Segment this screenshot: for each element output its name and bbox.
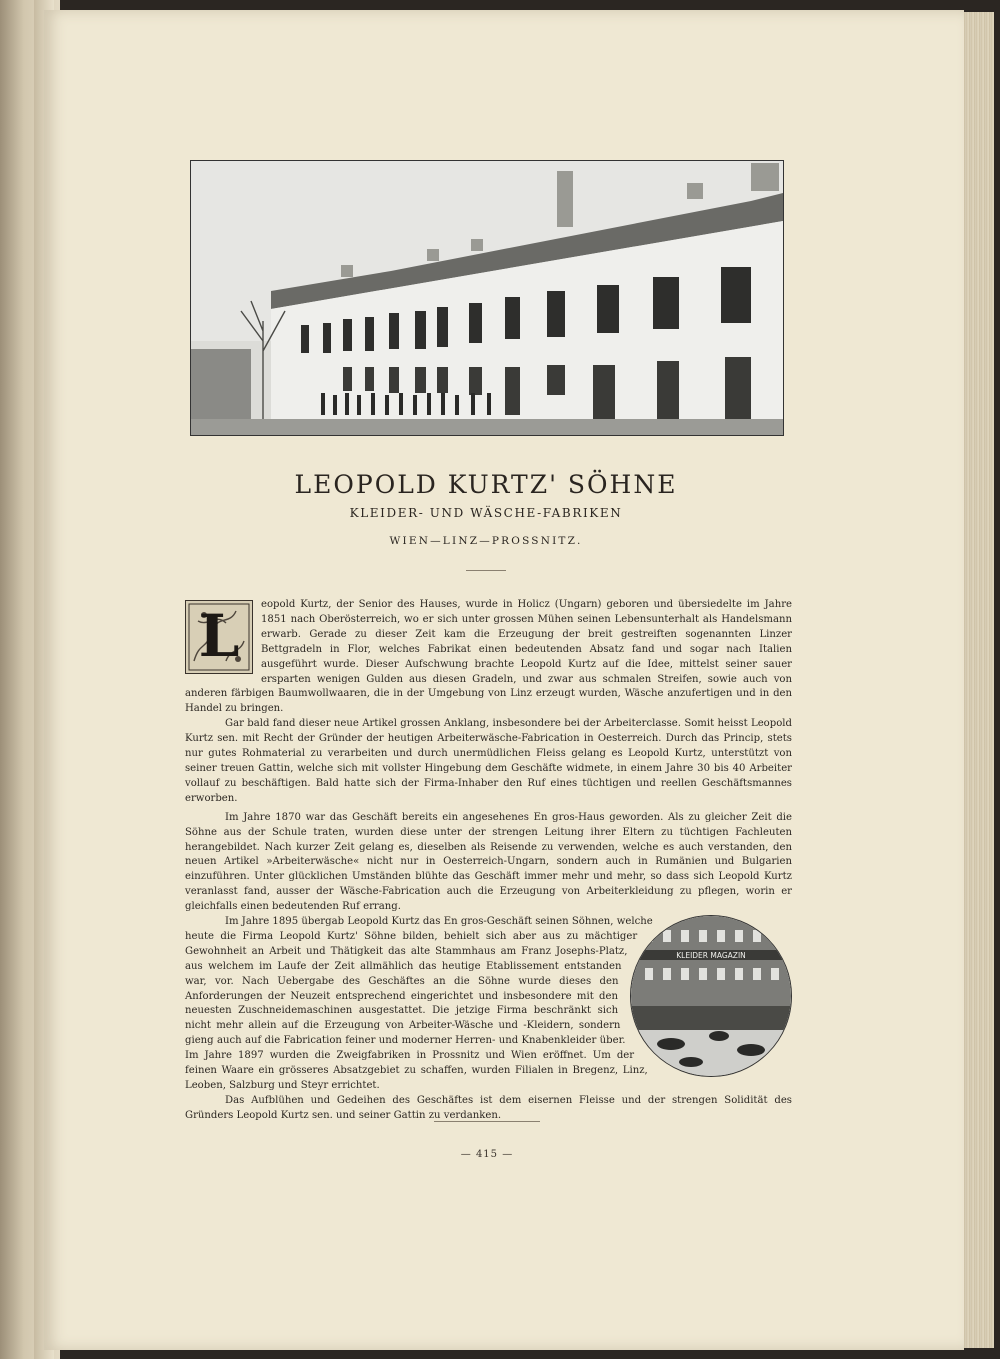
divider-bottom [434, 1121, 540, 1122]
page-title: LEOPOLD KURTZ' SÖHNE [294, 470, 678, 499]
factory-building-image [191, 161, 783, 435]
factory-photo [190, 160, 784, 436]
page-subtitle: KLEIDER- UND WÄSCHE-FABRIKEN [349, 506, 623, 520]
divider-top [466, 570, 506, 571]
store-building-image [631, 916, 791, 1076]
city-list: WIEN—LINZ—PROSSNITZ. [389, 535, 583, 547]
store-sign-text: KLEIDER MAGAZIN [676, 951, 746, 961]
paragraph-4: Im Jahre 1895 übergab Leopold Kurtz das En gros-Geschäft seinen Söhnen, welche heute die Firma Leopold Kurtz' Söhne bilden, behielt sich aber aus zu mächtiger Gewohnheit an Arbeit und Thätigkeit das alte Stammhaus am Franz Josephs-Platz, aus welchem im Laufe der Zeit allmählich das heutige Etablissement entstanden war, vor. Nach Uebergabe des Geschäftes an die Söhne wurde dieses den Anforderungen der Neuzeit entsprechend eingerichtet und insbesondere mit den neuesten Zuschneidemaschinen ausgestattet. Die jetzige Firma beschränkt sich nicht mehr allein auf die Erzeugung von Arbeiter-Wäsche und -Kleidern, sondern gieng auch auf die Fabrication feiner und moderner Herren- und Knabenkleider über. Im Jahre 1897 wurden die Zweigfabriken in Prossnitz und Wien eröffnet. Um der feinen Waare ein grösseres Absatzgebiet zu schaffen, wurden Filialen in Bregenz, Linz, Leoben, Salzburg und Steyr errichtet. [185, 916, 653, 1091]
paragraph-1: eopold Kurtz, der Senior des Hauses, wurde in Holicz (Ungarn) geboren und übersiedelte im Jahre 1851 nach Oberösterreich, wo er sich unter grossen Mühen seinen Lebensunterhalt als Handelsmann erwarb. Gerade zu dieser Zeit kam die Erzeugung der breit gestreiften sogenannten Linzer Bettgradeln in Flor, welches Fabrikat einen bedeutenden Absatz fand und sogar nach Italien ausgeführt wurde. Dieser Aufschwung brachte Leopold Kurtz auf die Idee, mittelst seiner sauer ersparten wenigen Gulden aus diesen Gradeln, und zwar aus schmalen Streifen, sowie auch von anderen färbigen Baumwollwaaren, die in der Umgebung von Linz erzeugt wurden, Wäsche anzufertigen und in den Handel zu bringen. [185, 599, 792, 715]
store-photo [630, 915, 792, 1077]
page-number: — 415 — [460, 1149, 514, 1160]
paragraph-2: Gar bald fand dieser neue Artikel grossen Anklang, insbesondere bei der Arbeiterclasse. Somit heisst Leopold Kurtz sen. mit Recht der Gründer der heutigen Arbeiterwäsche-Fabrication in Oesterreich. Durch das Princip, stets nur gutes Rohmaterial zu verarbeiten und durch unermüdlichen Fleiss gelang es Leopold Kurtz, unterstützt von seiner treuen Gattin, welche sich mit vollster Hingebung dem Geschäfte widmete, in einem Jahre 30 bis 40 Arbeiter vollauf zu beschäftigen. Bald hatte sich der Firma-Inhaber den Ruf eines tüchtigen und reellen Geschäftsmannes erworben. [185, 718, 792, 804]
article-body [185, 598, 792, 1124]
page-stack-edge [960, 12, 994, 1348]
decorative-initial [185, 600, 253, 674]
paragraph-3: Im Jahre 1870 war das Geschäft bereits ein angesehenes En gros-Haus geworden. Als zu gleicher Zeit die Söhne aus der Schule traten, wurden diese unter der strengen Leitung ihrer Eltern zu tüchtigen Fachleuten herangebildet. Nach kurzer Zeit gelang es, dieselben als Reisende zu verwenden, welche es auch verstanden, den neuen Artikel »Arbeiterwäsche« nicht nur in Oesterreich-Ungarn, sondern auch in Rumänien und Bulgarien einzuführen. Unter glücklichen Umständen blühte das Geschäft immer mehr und mehr, so dass sich Leopold Kurtz veranlasst fand, ausser der Wäsche-Fabrication auch die Erzeugung von Arbeiterkleidung zu pflegen, worin er gleichfalls einen bedeutenden Ruf errang. [185, 811, 792, 913]
paragraph-5: Das Aufblühen und Gedeihen des Geschäftes ist dem eisernen Fleisse und der strengen Solidität des Gründers Leopold Kurtz sen. und seiner Gattin zu verdanken. [185, 1094, 792, 1121]
initial-letter: L [198, 602, 240, 670]
